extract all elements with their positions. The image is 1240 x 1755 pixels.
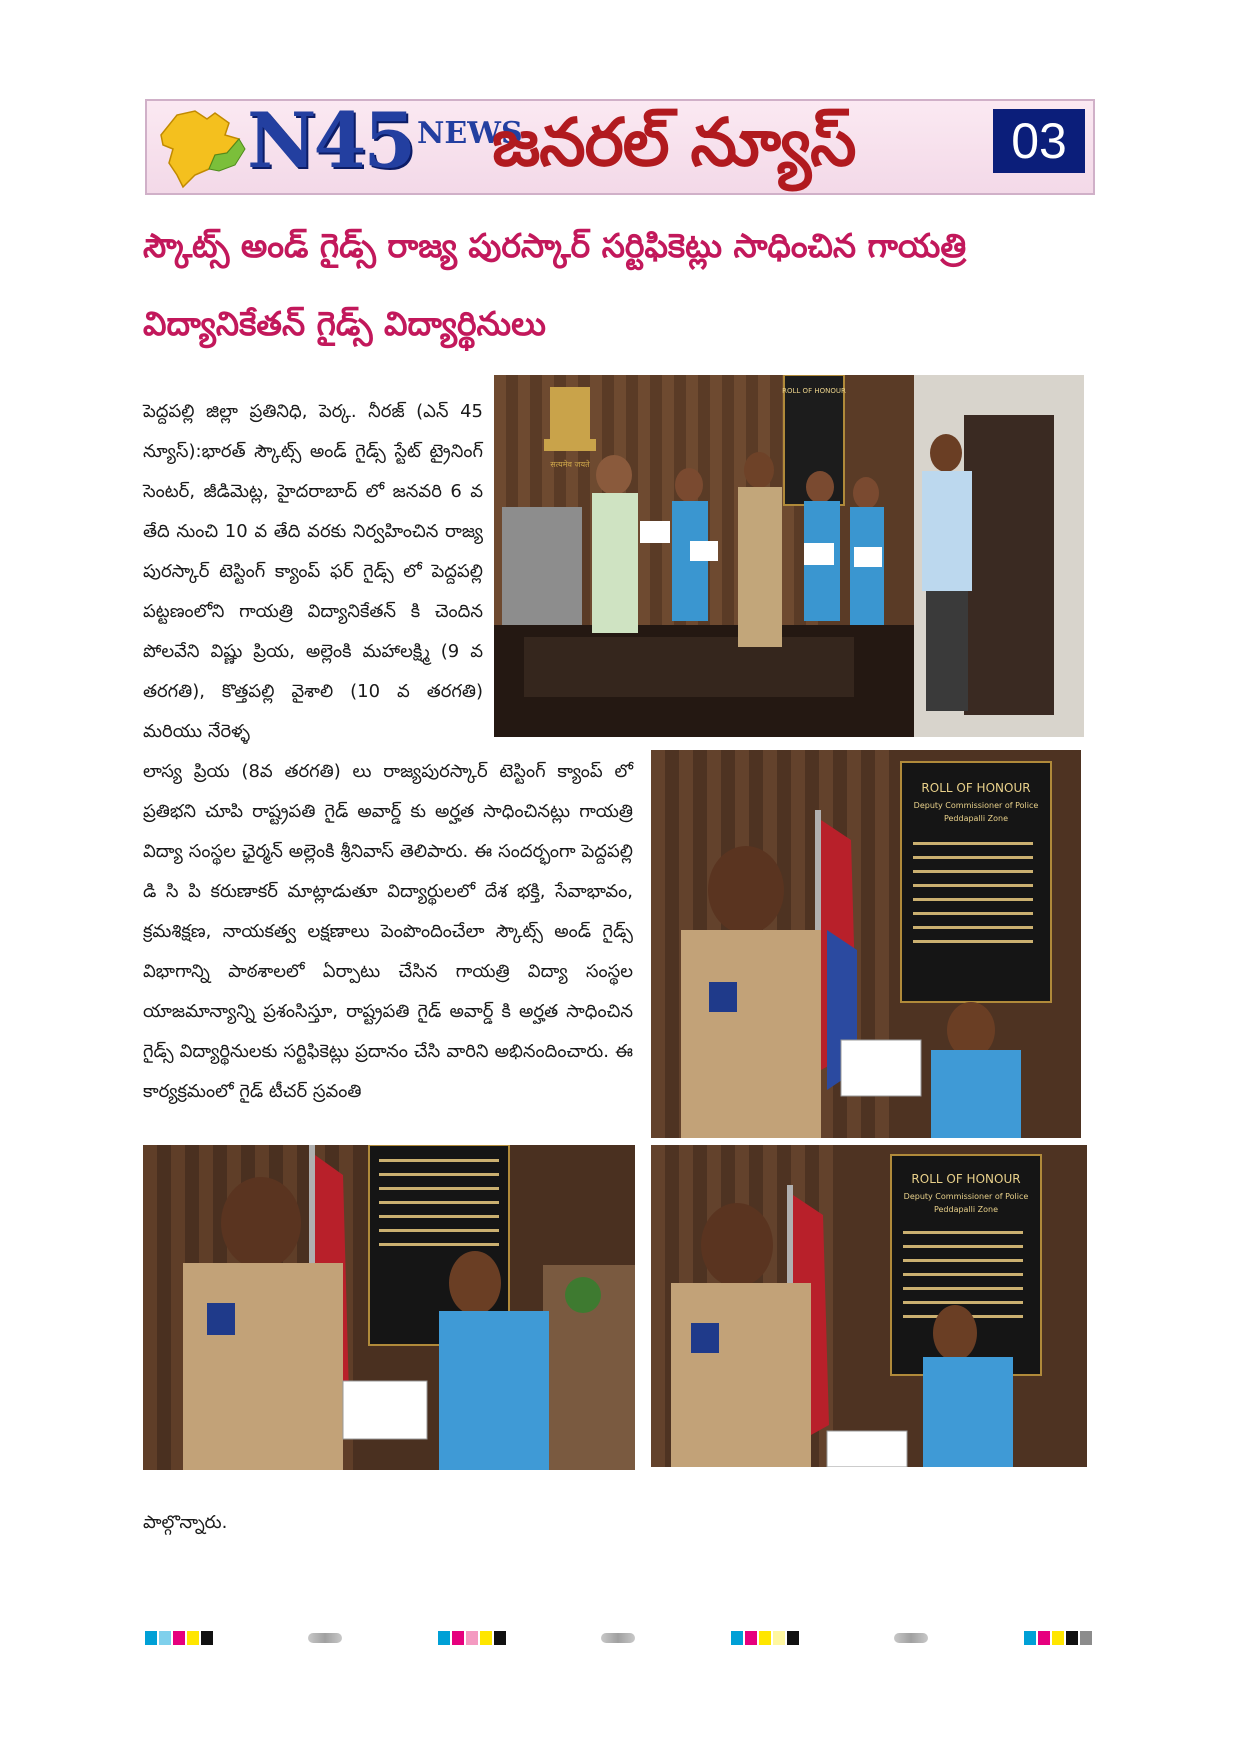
state-map-logo-icon: [155, 105, 247, 191]
headline-line-2: విద్యానికేతన్ గైడ్స్ విద్యార్థినులు: [143, 304, 546, 343]
print-gray-bar-3: [894, 1633, 928, 1643]
print-gray-bar-1: [308, 1633, 342, 1643]
certificate-photo-2: [143, 1145, 635, 1470]
masthead-banner: [145, 96, 1095, 195]
print-color-bar-3: [731, 1631, 801, 1645]
print-gray-bar-2: [601, 1633, 635, 1643]
roll-of-honour-zone: Peddapalli Zone: [943, 814, 1009, 823]
article-paragraph-2: లాస్య ప్రియ (8వ తరగతి) లు రాజ్యపురస్కార్ టెస్టింగ్ క్యాంప్ లో ప్రతిభని చూపి రాష్ట్రపతి గైడ్ అవార్డ్ కు అర్హత సాధించినట్లు గాయత్రి విద్యా సంస్థల ఛైర్మన్ అల్లెంకి శ్రీనివాస్ తెలిపారు. ఈ సందర్భంగా పెద్దపల్లి డి సి పి కరుణాకర్ మాట్లాడుతూ విద్యార్థులలో దేశ భక్తి, సేవాభావం, క్రమశిక్షణ, నాయకత్వ లక్షణాలు పెంపొందించేలా స్కౌట్స్ అండ్ గైడ్స్ విభాగాన్ని పాఠశాలలో ఏర్పాటు చేసిన గాయత్రి విద్యా సంస్థల యాజమాన్యాన్ని ప్రశంసిస్తూ, రాష్ట్రపతి గైడ్ అవార్డ్ కి అర్హత సాధించిన గైడ్స్ విద్యార్థినులకు సర్టిఫికెట్లు ప్రదానం చేసి వారిని అభినందించారు. ఈ కార్యక్రమంలో గైడ్ టీచర్ స్రవంతి: [143, 761, 633, 1102]
headline-line-1: స్కౌట్స్ అండ్ గైడ్స్ రాజ్య పురస్కార్ సర్టిఫికెట్లు సాధించిన గాయత్రి: [143, 226, 967, 265]
print-color-bar-4: [1024, 1631, 1094, 1645]
roll-of-honour-title: ROLL OF HONOUR: [921, 781, 1031, 795]
roll-of-honour-subtitle-2: Deputy Commissioner of Police: [903, 1192, 1029, 1201]
national-emblem-icon: [544, 387, 596, 451]
page-number-badge: 03: [993, 109, 1085, 173]
article-paragraph-3: పాల్గొన్నారు.: [143, 1512, 228, 1533]
masthead-title: జనరల్ న్యూస్: [492, 104, 856, 181]
print-color-bar-2: [438, 1631, 508, 1645]
brand-logo-news: NEWS: [417, 116, 523, 151]
article-paragraph-1: పెద్దపల్లి జిల్లా ప్రతినిధి, పెర్క. నీరజ్ (ఎన్ 45 న్యూస్):భారత్ స్కౌట్స్ అండ్ గైడ్స్ స్టేట్ ట్రైనింగ్ సెంటర్, జీడిమెట్ల, హైదరాబాద్ లో జనవరి 6 వ తేది నుంచి 10 వ తేది వరకు నిర్వహించిన రాజ్య పురస్కార్ టెస్టింగ్ క్యాంప్ ఫర్ గైడ్స్ లో పెద్దపల్లి పట్టణంలోని గాయత్రి విద్యానికేతన్ కి చెందిన పోలవేని విష్ణు ప్రియ, అల్లెంకి మహాలక్ష్మి (9 వ తరగతి), కొత్తపల్లి వైశాలి (10 వ తరగతి) మరియు నేరెళ్ళ: [143, 401, 483, 742]
group-photo: [494, 375, 1084, 737]
emblem-motto: सत्यमेव जयते: [550, 460, 590, 469]
certificate-photo-3: [651, 1145, 1087, 1467]
roll-of-honour-zone-2: Peddapalli Zone: [933, 1205, 999, 1214]
certificate-photo-1: [651, 750, 1081, 1138]
roll-of-honour-subtitle: Deputy Commissioner of Police: [913, 801, 1039, 810]
print-color-bar-1: [145, 1631, 215, 1645]
roll-of-honour-board-small: ROLL OF HONOUR: [782, 387, 846, 395]
roll-of-honour-title-2: ROLL OF HONOUR: [911, 1172, 1021, 1186]
brand-logo-n45: N45: [247, 96, 414, 185]
article-headline: [143, 207, 1093, 363]
